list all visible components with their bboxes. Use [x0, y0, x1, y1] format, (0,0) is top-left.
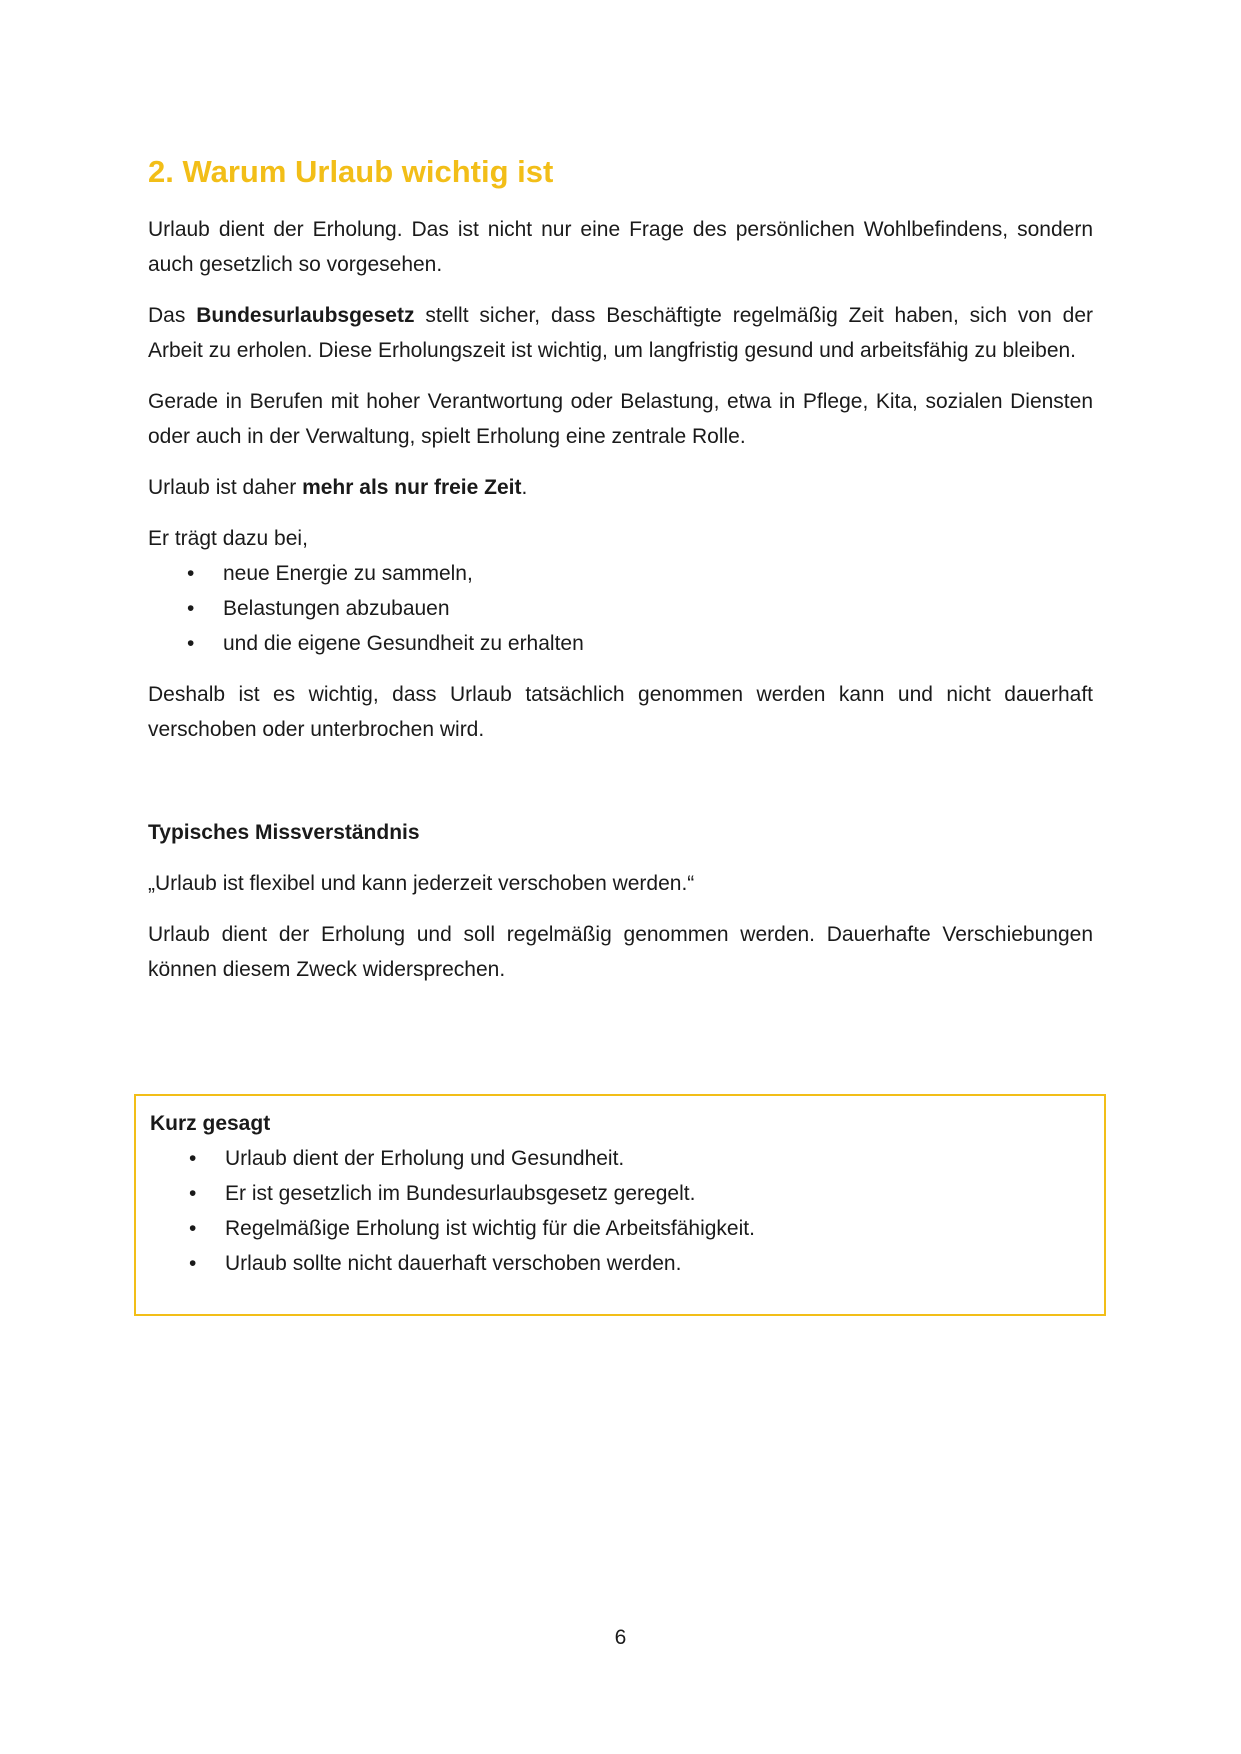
list-item	[148, 591, 1093, 626]
list-item	[150, 1211, 1080, 1246]
bullet-icon: •	[187, 597, 195, 620]
list-item	[150, 1176, 1080, 1211]
paragraph-intro: Urlaub dient der Erholung. Das ist nicht nur eine Frage des persönlichen Wohlbefindens, sondern auch gesetzlich so vorgesehen.	[148, 218, 1093, 276]
paragraph-more-than-free-time	[148, 470, 1093, 505]
bullet-icon: •	[187, 632, 195, 655]
list-item-text: Regelmäßige Erholung ist wichtig für die Arbeitsfähigkeit.	[225, 1217, 755, 1240]
list-item	[150, 1141, 1080, 1176]
list-item-text: Urlaub sollte nicht dauerhaft verschoben werden.	[225, 1252, 682, 1275]
misunderstanding-answer: Urlaub dient der Erholung und soll regelmäßig genommen werden. Dauerhafte Verschiebungen können diesem Zweck widersprechen.	[148, 923, 1093, 981]
bullet-icon: •	[189, 1182, 197, 1205]
bullet-icon: •	[189, 1252, 197, 1275]
paragraph-conclusion: Deshalb ist es wichtig, dass Urlaub tatsächlich genommen werden kann und nicht dauerhaft verschoben oder unterbrochen wird.	[148, 683, 1093, 741]
paragraph-pre: Urlaub ist daher	[148, 476, 303, 499]
misunderstanding-quote: „Urlaub ist flexibel und kann jederzeit verschoben werden.“	[148, 872, 695, 895]
list-item-text: Er ist gesetzlich im Bundesurlaubsgesetz geregelt.	[225, 1182, 696, 1205]
summary-content	[150, 1106, 1080, 1281]
summary-title: Kurz gesagt	[150, 1112, 271, 1135]
benefits-intro: Er trägt dazu bei,	[148, 527, 308, 550]
list-item	[150, 1246, 1080, 1281]
bullet-icon: •	[189, 1147, 197, 1170]
list-item-text: Urlaub dient der Erholung und Gesundheit.	[225, 1147, 625, 1170]
bullet-icon: •	[187, 562, 195, 585]
paragraph-professions: Gerade in Berufen mit hoher Verantwortung oder Belastung, etwa in Pflege, Kita, sozialen Diensten oder auch in der Verwaltung, spielt Erholung eine zentrale Rolle.	[148, 390, 1093, 448]
list-item-text: und die eigene Gesundheit zu erhalten	[223, 632, 584, 655]
benefits-list	[148, 556, 1093, 661]
benefits-block	[148, 521, 1093, 661]
page-content	[148, 150, 1093, 1003]
section-heading: 2. Warum Urlaub wichtig ist	[148, 154, 554, 189]
page-number: 6	[614, 1626, 627, 1649]
paragraph-law	[148, 298, 1093, 368]
list-item-text: neue Energie zu sammeln,	[223, 562, 473, 585]
paragraph-post: .	[521, 476, 528, 499]
summary-list	[150, 1141, 1080, 1281]
list-item	[148, 626, 1093, 661]
paragraph-law-post: stellt sicher, dass Beschäftigte regelmäßig Zeit haben, sich von der Arbeit zu erholen. Diese Erholungszeit ist wichtig, um langfristig gesund und arbeitsfähig zu bleiben.	[148, 304, 1094, 362]
paragraph-law-pre: Das	[148, 304, 197, 327]
bullet-icon: •	[189, 1217, 197, 1240]
emphasis-more-than-free-time: mehr als nur freie Zeit	[302, 476, 522, 499]
list-item-text: Belastungen abzubauen	[223, 597, 450, 620]
law-name: Bundesurlaubsgesetz	[196, 304, 415, 327]
misunderstanding-title: Typisches Missverständnis	[148, 821, 420, 844]
summary-box	[134, 1094, 1106, 1316]
list-item	[148, 556, 1093, 591]
